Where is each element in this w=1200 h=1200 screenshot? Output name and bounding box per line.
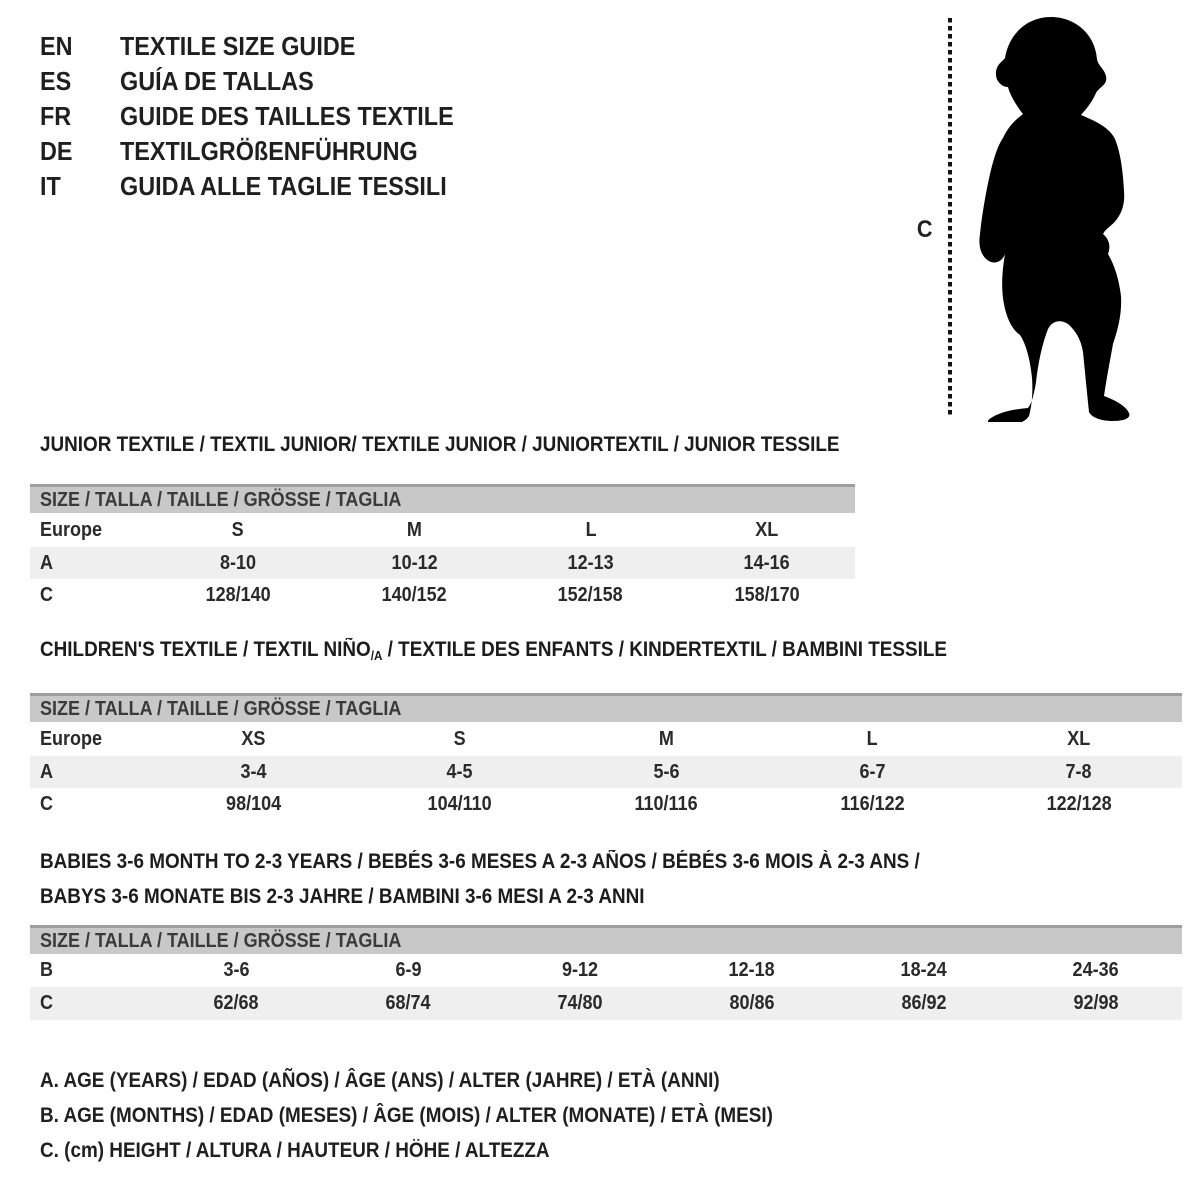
age-value: 3-6 [222,959,250,981]
age-value: 24-36 [1072,959,1120,981]
size-table-header: SIZE / TALLA / TAILLE / GRÖSSE / TAGLIA [30,925,1182,954]
table-row-height-cm [30,788,1182,820]
height-value: 140/152 [381,583,447,606]
height-value: 122/128 [1046,792,1112,815]
legend-age-months: B. AGE (MONTHS) / EDAD (MESES) / ÂGE (MOIS) / ALTER (MONATE) / ETÀ (MESI) [40,1104,773,1127]
age-value: 18-24 [900,959,948,981]
height-value: 98/104 [225,792,281,815]
language-code: FR [40,101,72,131]
height-value: 152/158 [558,583,624,606]
height-value: 116/122 [840,792,905,815]
height-value: 104/110 [427,792,492,815]
size-value: L [585,518,597,541]
language-label: GUIDA ALLE TAGLIE TESSILI [120,171,447,201]
age-value: 3-4 [240,760,267,783]
row-label: B [40,959,54,981]
size-value: M [658,727,674,750]
age-value: 9-12 [561,959,599,981]
table-row-age-years [30,547,855,579]
language-row-es [40,66,335,96]
height-value: 74/80 [557,992,603,1014]
language-code: DE [40,136,73,166]
height-value: 110/116 [634,792,698,815]
table-row-europe [30,722,1182,756]
row-label: Europe [40,727,103,750]
toddler-silhouette-image [963,14,1141,422]
language-label: TEXTILGRÖßENFÜHRUNG [120,136,418,166]
junior-size-table [30,484,855,611]
height-measure-dashed-line [948,18,952,416]
language-label: GUÍA DE TALLAS [120,66,314,96]
language-row-de [40,136,451,166]
row-label: C [40,792,54,815]
height-value: 92/98 [1073,992,1119,1014]
babies-section-title-line1: BABIES 3-6 MONTH TO 2-3 YEARS / BEBÉS 3-6 MESES A 2-3 AÑOS / BÉBÉS 3-6 MOIS À 2-3 ANS / [40,850,920,873]
height-value: 158/170 [734,583,800,606]
height-value: 68/74 [385,992,431,1014]
language-label: GUIDE DES TAILLES TEXTILE [120,101,454,131]
table-row-europe [30,513,855,547]
age-value: 8-10 [220,551,257,574]
children-size-table [30,693,1182,820]
language-label: TEXTILE SIZE GUIDE [120,31,356,61]
age-value: 7-8 [1065,760,1092,783]
age-value: 6-7 [859,760,886,783]
size-table-header: SIZE / TALLA / TAILLE / GRÖSSE / TAGLIA [30,693,1182,722]
language-code: IT [40,171,61,201]
size-value: S [232,518,245,541]
language-code: ES [40,66,72,96]
height-value: 80/86 [729,992,775,1014]
age-value: 12-18 [728,959,776,981]
babies-section-title-line2: BABYS 3-6 MONATE BIS 2-3 JAHRE / BAMBINI 3-6 MESI A 2-3 ANNI [40,885,645,908]
age-value: 4-5 [446,760,473,783]
junior-section-title: JUNIOR TEXTILE / TEXTIL JUNIOR/ TEXTILE JUNIOR / JUNIORTEXTIL / JUNIOR TESSILE [40,433,840,456]
size-value: XL [1067,727,1091,750]
height-measure-label: C [916,216,933,243]
language-row-fr [40,101,491,131]
children-section-title: CHILDREN'S TEXTILE / TEXTIL NIÑO/A / TEXTILE DES ENFANTS / KINDERTEXTIL / BAMBINI TESSILE [40,638,948,663]
height-value: 86/92 [901,992,947,1014]
table-row-height-cm [30,987,1182,1020]
language-code: EN [40,31,73,61]
table-row-height-cm [30,579,855,611]
size-value: L [866,727,878,750]
babies-size-table [30,925,1182,1020]
size-value: XS [241,727,266,750]
language-row-it [40,171,483,201]
age-value: 5-6 [652,760,679,783]
age-value: 10-12 [391,551,438,574]
size-table-header: SIZE / TALLA / TAILLE / GRÖSSE / TAGLIA [30,484,855,513]
age-value: 12-13 [567,551,614,574]
size-value: S [453,727,466,750]
table-row-age-months [30,954,1182,987]
legend-height-cm: C. (cm) HEIGHT / ALTURA / HAUTEUR / HÖHE / ALTEZZA [40,1139,550,1162]
age-value: 14-16 [743,551,790,574]
row-label: A [40,551,54,574]
row-label: C [40,992,54,1014]
age-value: 6-9 [394,959,422,981]
row-label: C [40,583,54,606]
table-row-age-years [30,756,1182,788]
size-value: M [406,518,422,541]
height-value: 62/68 [213,992,259,1014]
row-label: Europe [40,518,103,541]
legend-age-years: A. AGE (YEARS) / EDAD (AÑOS) / ÂGE (ANS) / ALTER (JAHRE) / ETÀ (ANNI) [40,1069,720,1092]
nino-a-subscript: /A [370,648,383,663]
row-label: A [40,760,54,783]
size-value: XL [755,518,779,541]
height-value: 128/140 [205,583,271,606]
language-row-en [40,31,381,61]
